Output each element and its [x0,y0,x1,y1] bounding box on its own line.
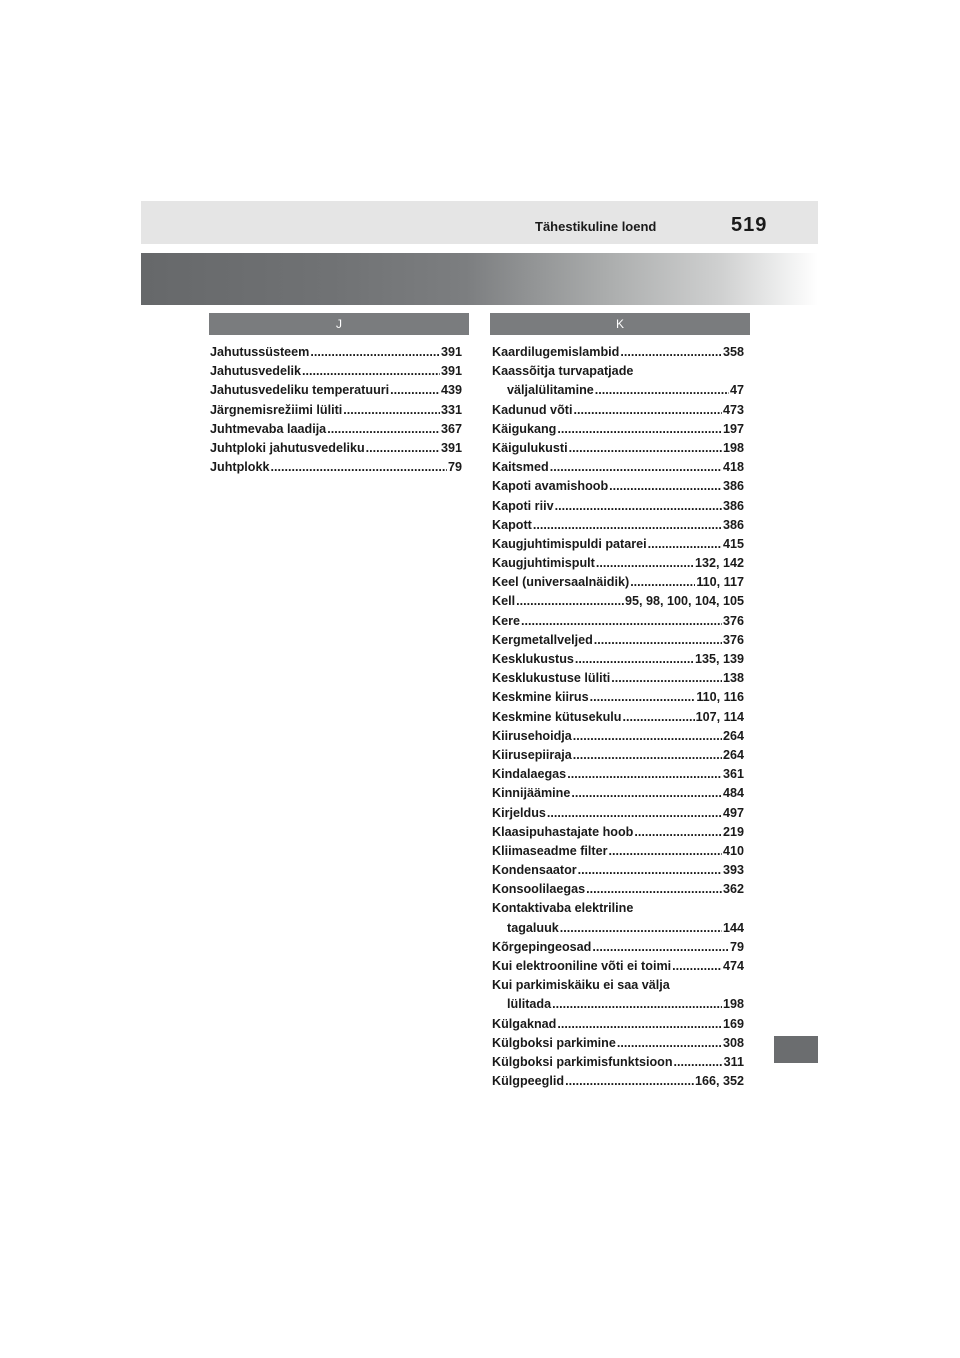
dot-leader [573,401,722,420]
entry-page-refs: 362 [722,882,744,897]
dot-leader [594,631,722,650]
dot-leader [552,995,722,1014]
entry-term: Konsoolilaegas [492,882,586,897]
entry-page-refs: 418 [722,460,744,475]
page-header-bar [141,201,818,244]
entry-page-refs: 197 [722,421,744,436]
dot-leader [567,765,722,784]
index-entry [210,381,462,400]
dot-leader [302,362,440,381]
dot-leader [521,612,722,631]
entry-term: Jahutussüsteem [210,345,310,359]
dot-leader [595,381,729,400]
entry-page-refs: 132, 142 [694,556,744,571]
entry-term-continued: lülitada [507,997,552,1012]
entry-term: Külgboksi parkimisfunktsioon [492,1054,673,1069]
entry-page-refs: 135, 139 [694,652,744,667]
entry-page-refs: 47 [729,383,744,398]
dot-leader [343,401,440,420]
entry-page-refs: 376 [722,632,744,647]
entry-page-refs: 79 [447,460,462,475]
entry-page-refs: 198 [722,440,744,455]
entry-term: Kaugjuhtimispult [492,556,595,571]
index-entry [492,804,744,823]
index-entry [492,727,744,746]
dot-leader [609,477,722,496]
dot-leader [270,458,447,477]
entry-term: Kui elektrooniline võti ei toimi [492,959,672,974]
entry-page-refs: 95, 98, 100, 104, 105 [624,594,744,609]
index-entry [492,612,744,631]
entry-page-refs: 415 [722,536,744,551]
entry-term: Kapoti riiv [492,498,554,513]
index-entry [492,1053,744,1072]
index-entry [210,401,462,420]
index-entry [492,516,744,535]
entry-term: Külgaknad [492,1016,557,1031]
entry-page-refs: 439 [440,383,462,398]
dot-leader [586,880,722,899]
index-entry [492,688,744,707]
dot-leader [550,458,722,477]
dot-leader [557,420,722,439]
entry-term: Kondensaator [492,863,577,878]
entry-term: Kapoti avamishoob [492,479,609,494]
entry-term: Jahutusvedelik [210,364,301,379]
entry-term: Kesklukustus [492,652,574,667]
index-entry [492,420,744,439]
page-number: 519 [731,214,768,236]
index-entry [492,957,744,976]
index-entry [492,458,744,477]
index-entry [492,976,744,1014]
entry-term: Keskmine kiirus [492,690,589,705]
entry-term: Klaasipuhastajate hoob [492,824,634,839]
dot-leader [516,592,624,611]
index-entry [210,458,462,477]
entry-page-refs: 308 [722,1035,744,1050]
entry-page-refs: 473 [722,402,744,417]
entry-term: Kaitsmed [492,460,549,475]
dot-leader [533,516,722,535]
dot-leader [596,554,694,573]
entry-term: Keskmine kütusekulu [492,709,622,724]
dot-leader [573,746,722,765]
index-entry [492,497,744,516]
entry-term: Kadunud võti [492,402,573,417]
dot-leader [366,439,440,458]
dot-leader [569,439,722,458]
dot-leader [578,861,722,880]
index-column-j [210,343,462,477]
entry-term: Kiirusepiiraja [492,747,572,762]
entry-page-refs: 391 [440,364,462,379]
dot-leader [648,535,722,554]
index-entry [492,784,744,803]
dot-leader [390,381,440,400]
entry-page-refs: 138 [722,671,744,686]
entry-page-refs: 79 [729,939,744,954]
dot-leader [611,669,722,688]
entry-term: Kliimaseadme filter [492,843,608,858]
entry-page-refs: 110, 116 [696,690,744,705]
entry-term: Käigukang [492,421,557,436]
dot-leader [560,919,722,938]
index-entry [492,669,744,688]
dot-leader [672,957,722,976]
entry-term: Kirjeldus [492,805,546,820]
dot-leader [630,573,695,592]
section-title: Tähestikuline loend [535,219,657,234]
index-entry [492,746,744,765]
entry-term: Juhtmevaba laadija [210,421,327,436]
index-entry [492,343,744,362]
entry-term-continued: tagaluuk [507,920,559,935]
entry-page-refs: 393 [722,863,744,878]
entry-term: Kapott [492,517,532,532]
index-entry [492,573,744,592]
entry-term: Jahutusvedeliku temperatuuri [210,383,390,398]
dot-leader [592,938,729,957]
dot-leader [573,727,722,746]
entry-page-refs: 484 [722,786,744,801]
entry-term: Juhtploki jahutusvedeliku [210,440,365,455]
dot-leader [327,420,440,439]
entry-page-refs: 497 [722,805,744,820]
entry-term: Kinnijäämine [492,786,571,801]
entry-term: Kindalaegas [492,767,567,782]
dot-leader [620,343,722,362]
entry-term: Kui parkimiskäiku ei saa välja [492,978,670,993]
entry-page-refs: 474 [722,959,744,974]
entry-term: Kaassõitja turvapatjade [492,364,634,379]
index-entry [492,439,744,458]
entry-page-refs: 264 [722,747,744,762]
entry-term: Kaardilugemislambid [492,345,620,359]
dot-leader [555,497,722,516]
entry-page-refs: 198 [722,997,744,1012]
entry-page-refs: 264 [722,728,744,743]
index-entry [492,650,744,669]
index-entry [492,823,744,842]
entry-page-refs: 391 [440,345,462,359]
entry-page-refs: 110, 117 [696,575,744,590]
entry-page-refs: 386 [722,479,744,494]
entry-term: Kell [492,594,516,609]
entry-term: Külgpeeglid [492,1074,565,1089]
index-entry [492,362,744,400]
entry-page-refs: 166, 352 [694,1074,744,1089]
dot-leader [609,842,722,861]
dot-leader [575,650,694,669]
index-entry [492,535,744,554]
index-entry [492,401,744,420]
index-entry [492,477,744,496]
chapter-thumb-tab [774,1036,818,1063]
entry-term: Kergmetallveljed [492,632,593,647]
dot-leader [617,1034,722,1053]
entry-page-refs: 376 [722,613,744,628]
index-entry [492,1072,744,1091]
entry-term: Kere [492,613,521,628]
entry-term: Kontaktivaba elektriline [492,901,634,916]
dot-leader [557,1015,722,1034]
decorative-banner [141,253,818,305]
dot-leader [547,804,722,823]
dot-leader [634,823,722,842]
dot-leader [674,1053,723,1072]
dot-leader [565,1072,694,1091]
index-entry [492,708,744,727]
entry-term: Kõrgepingeosad [492,939,592,954]
index-entry [492,765,744,784]
letter-header-k: K [490,313,750,335]
dot-leader [571,784,722,803]
letter-header-j: J [209,313,469,335]
entry-page-refs: 410 [722,843,744,858]
dot-leader [590,688,696,707]
entry-page-refs: 386 [722,498,744,513]
entry-page-refs: 107, 114 [695,709,744,724]
entry-term: Keel (universaalnäidik) [492,575,630,590]
index-entry [492,631,744,650]
index-entry [492,554,744,573]
index-entry [492,592,744,611]
entry-page-refs: 331 [440,402,462,417]
index-entry [210,439,462,458]
index-entry [492,1015,744,1034]
index-entry [492,861,744,880]
entry-page-refs: 219 [722,824,744,839]
entry-page-refs: 144 [722,920,744,935]
entry-term-continued: väljalülitamine [507,383,594,398]
index-entry [492,899,744,937]
index-entry [492,842,744,861]
entry-page-refs: 367 [440,421,462,436]
index-entry [492,938,744,957]
entry-term: Juhtplokk [210,460,270,475]
dot-leader [622,708,694,727]
entry-page-refs: 391 [440,440,462,455]
entry-page-refs: 311 [723,1054,744,1069]
entry-term: Käigulukusti [492,440,568,455]
entry-page-refs: 358 [722,345,744,359]
entry-term: Kesklukustuse lüliti [492,671,611,686]
entry-term: Kiirusehoidja [492,728,572,743]
index-column-k [492,343,744,1091]
index-entry [210,362,462,381]
entry-term: Kaugjuhtimispuldi patarei [492,536,647,551]
index-entry [210,420,462,439]
entry-term: Järgnemisrežiimi lüliti [210,402,343,417]
entry-page-refs: 361 [722,767,744,782]
entry-page-refs: 386 [722,517,744,532]
entry-page-refs: 169 [722,1016,744,1031]
dot-leader [310,343,440,362]
index-entry [492,880,744,899]
entry-term: Külgboksi parkimine [492,1035,616,1050]
index-entry [210,343,462,362]
index-entry [492,1034,744,1053]
